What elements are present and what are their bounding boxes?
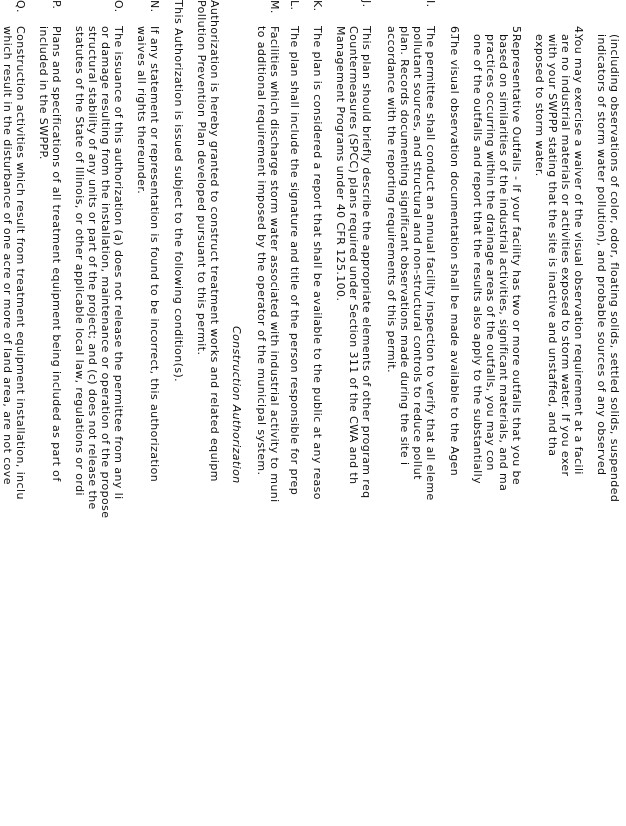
text-line: Countermeasures (SPCC) plans required under Section 311 of the CWA and th — [347, 26, 360, 485]
text-line: The issuance of this authorization (a) does not release the permittee from any li — [112, 26, 125, 500]
text-line: (including observations of color, odor, floating solids, settled solids, suspended — [608, 34, 621, 503]
text-line: You may exercise a waiver of the visual observation requirement at a facili — [572, 34, 585, 475]
text-line: The permittee shall conduct an annual facility inspection to verify that all eleme — [424, 26, 437, 501]
item-label: Q. — [14, 0, 27, 13]
text-line: structural stability of any units or part of the project; and (c) does not release the — [86, 26, 99, 510]
item-label: N. — [148, 0, 161, 13]
text-line: This Authorization is issued subject to the following condition(s). — [172, 0, 185, 383]
text-line: are no industrial materials or activities exposed to storm water. If you exer — [559, 34, 572, 477]
text-line: Plans and specifications of all treatment equipment being included as part of — [50, 26, 63, 482]
text-line: plan. Records documenting significant observations made during the site i — [398, 26, 411, 466]
item-label: M. — [268, 0, 281, 14]
item-label: I. — [424, 0, 437, 8]
text-line: Representative Outfalls - If your facility has two or more outfalls that you be — [510, 34, 523, 486]
text-line: practices occurring within the drainage areas of the outfalls, you may con — [484, 34, 497, 471]
text-line: statutes of the State of Illinois, or other applicable local law, regulations or ordi — [73, 26, 86, 496]
text-line: Authorization is hereby granted to construct treatment works and related equipm — [208, 0, 221, 482]
item-label: L. — [288, 0, 301, 11]
text-line: which result in the disturbance of one acre or more of land area, are not cove — [1, 26, 14, 485]
item-label: O. — [112, 0, 125, 13]
item-label: J. — [360, 0, 373, 8]
text-line: Management Programs under 40 CFR 125.100. — [334, 26, 347, 302]
text-line: The visual observation documentation shall be made available to the Agen — [448, 34, 461, 477]
text-line: accordance with the reporting requirements of this permit. — [385, 26, 398, 374]
item-label: 6. — [448, 26, 461, 38]
text-line: Pollution Prevention Plan developed pursuant to this permit. — [195, 0, 208, 356]
text-line: The plan shall include the signature and title of the person responsible for prep — [288, 26, 301, 496]
item-label: 5. — [510, 26, 523, 38]
document-page — [1, 0, 626, 826]
text-line: or damage resulting from the installation, maintenance or operation of the propose — [99, 26, 112, 519]
text-line: included in the SWPPP. — [37, 26, 50, 160]
text-line: waives all rights thereunder. — [135, 26, 148, 195]
text-line: If any statement or representation is found to be incorrect, this authorization — [148, 26, 161, 483]
section-title: Construction Authorization — [230, 326, 243, 484]
text-line: based on similarities of the industrial activities, significant materials, and ma — [497, 34, 510, 492]
text-line: This plan should briefly describe the appropriate elements of other program req — [360, 26, 373, 499]
text-line: indicators of storm water pollution), and probable sources of any observed — [595, 34, 608, 476]
text-line: with your SWPPP stating that the site is inactive and unstaffed, and tha — [546, 34, 559, 457]
text-line: Facilities which discharge storm water associated with industrial activity to muni — [268, 26, 281, 503]
text-line: pollutant sources, and structural and non-structural controls to reduce pollut — [411, 26, 424, 480]
text-line: exposed to storm water. — [533, 34, 546, 177]
text-line: Construction activities which result from treatment equipment installation, inclu — [14, 26, 27, 500]
item-label: K. — [311, 0, 324, 12]
item-label: P. — [50, 0, 63, 10]
item-label: 4. — [572, 26, 585, 38]
text-line: The plan is considered a report that shall be available to the public at any reaso — [311, 26, 324, 500]
text-line: to additional requirement imposed by the operator of the municipal system. — [255, 26, 268, 476]
text-line: one of the outfalls and report that the results also apply to the substantially — [471, 34, 484, 484]
